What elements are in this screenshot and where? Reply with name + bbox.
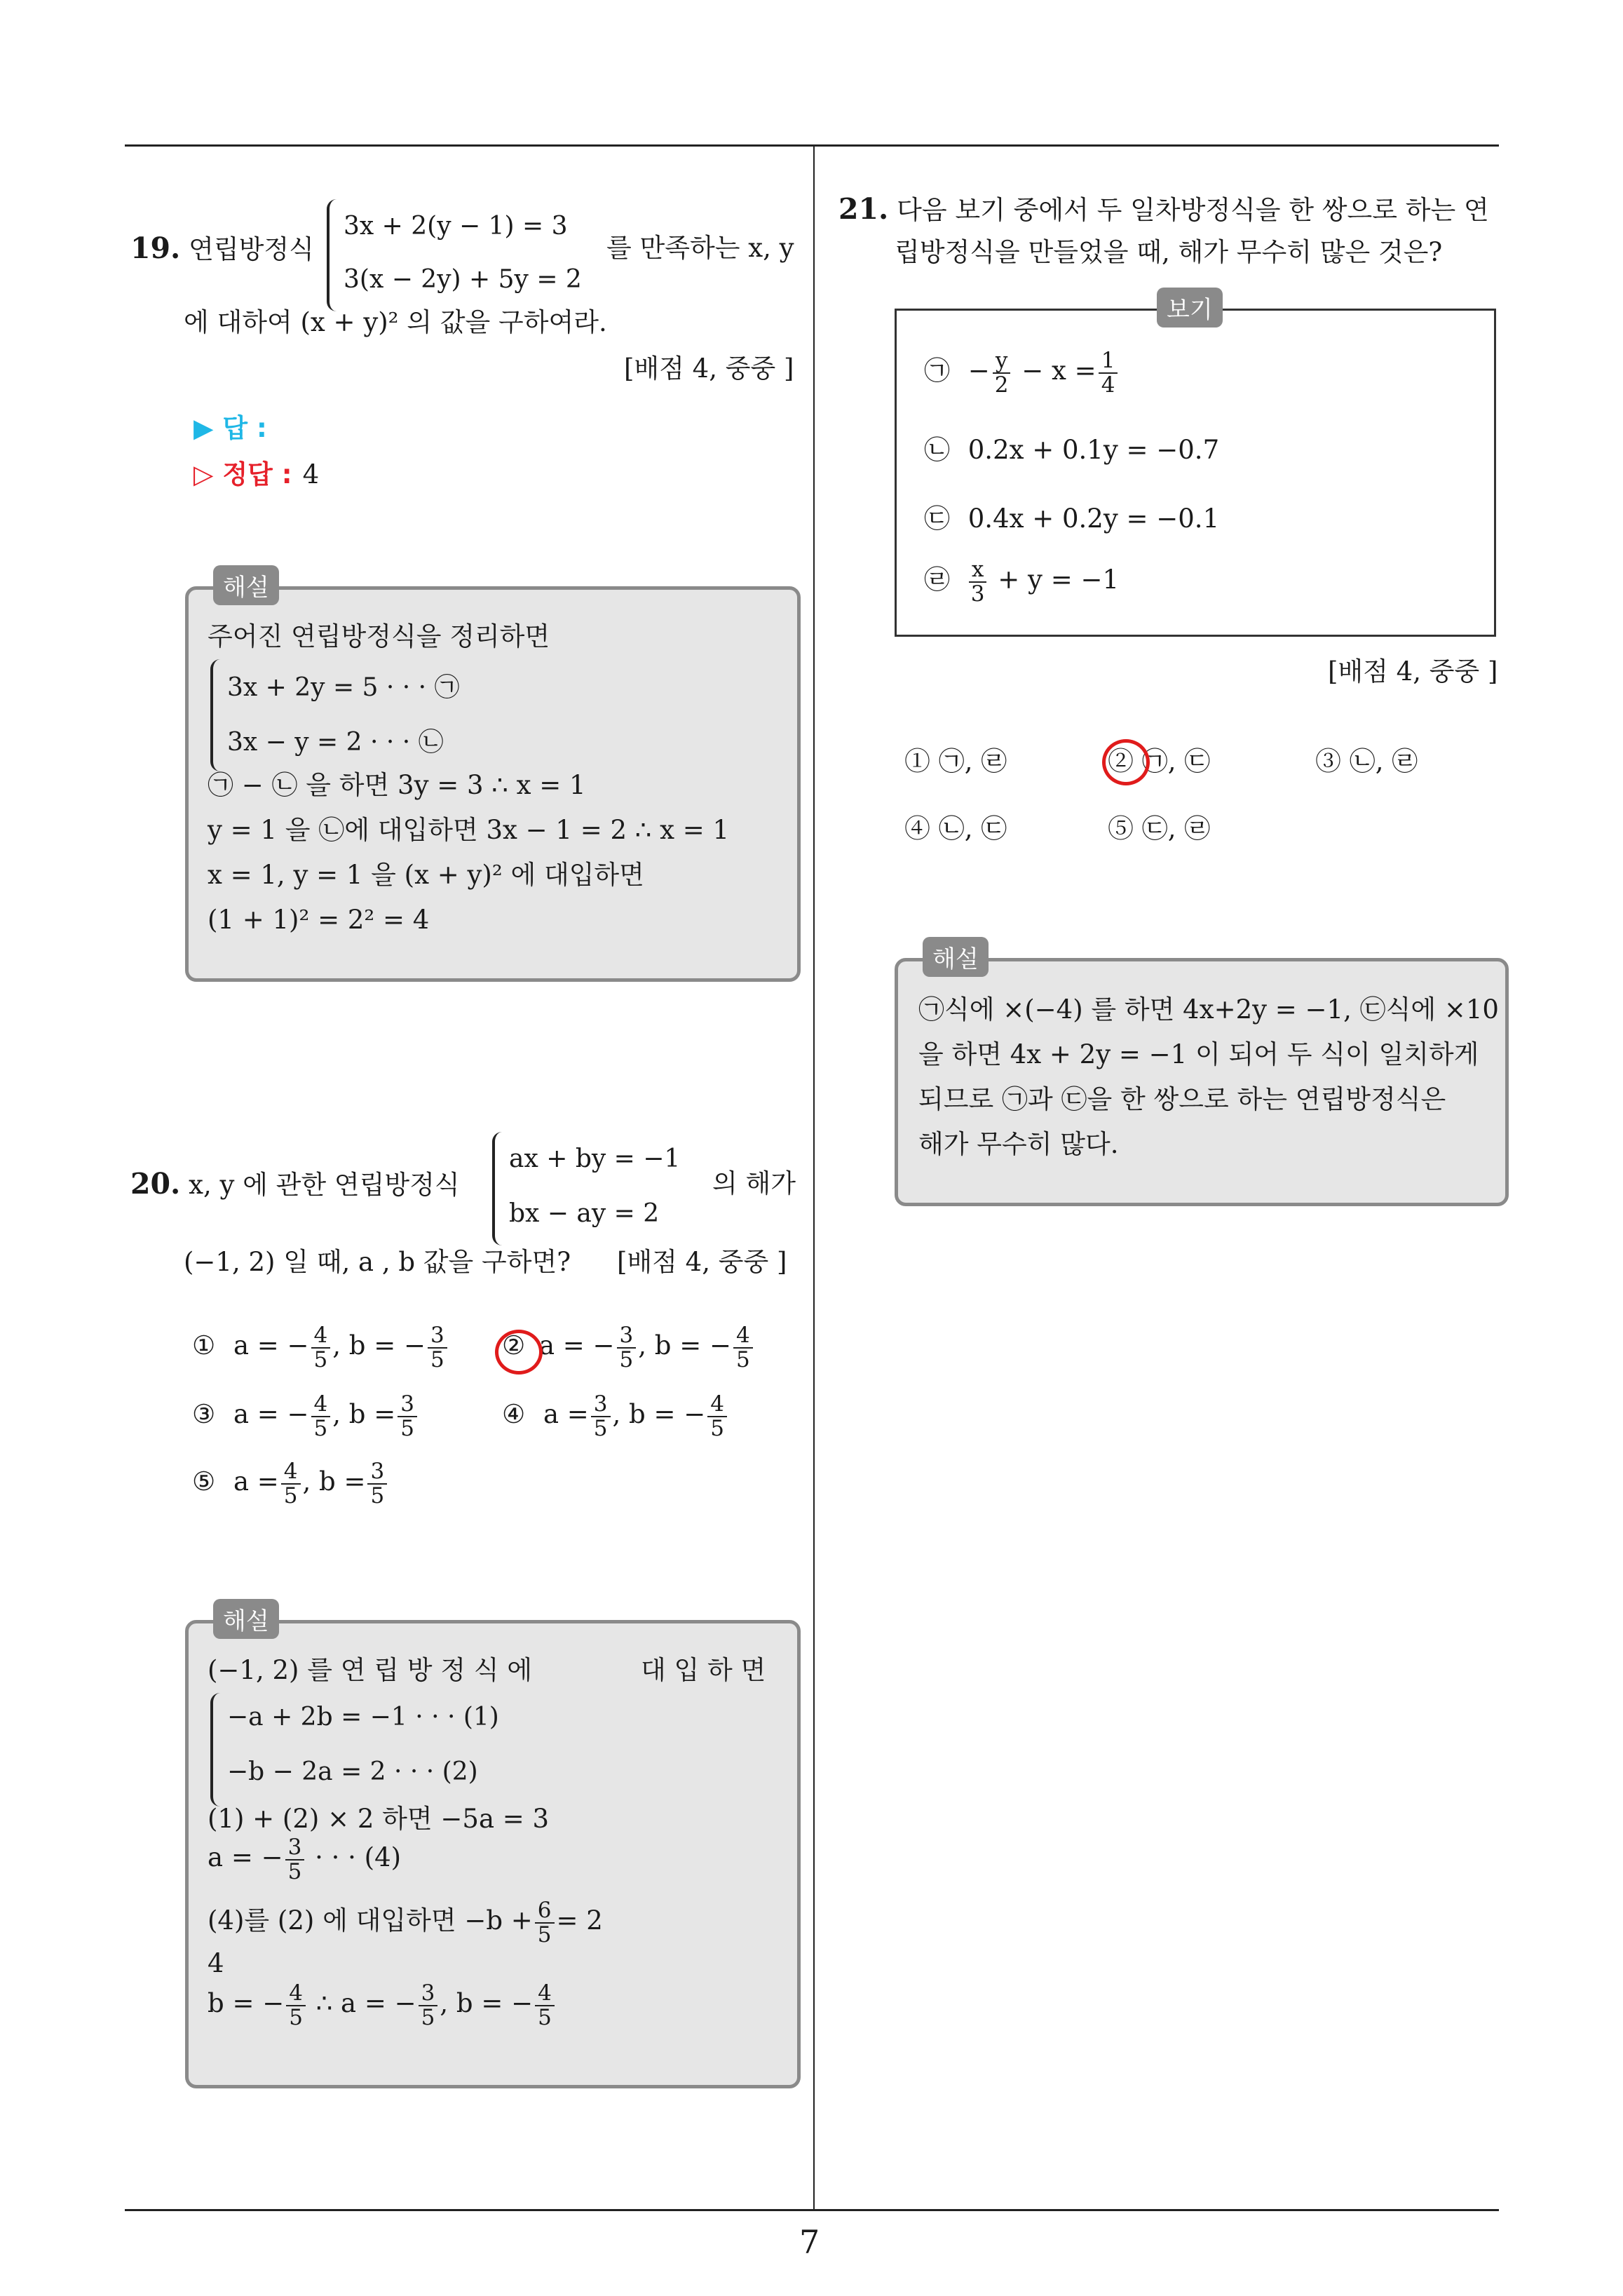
q21-bogi-item-4: ㉣ $\frac{x}{3}$ + y = −1 <box>924 557 1119 607</box>
q20-meta: [배점 4, 중중 ] <box>617 1247 787 1277</box>
q19-exp-l1: 주어진 연립방정식을 정리하면 <box>208 621 550 651</box>
q20-exp-l1a: (−1, 2) 를 연 립 방 정 식 에 <box>208 1655 532 1685</box>
q21-meta: [배점 4, 중중 ] <box>1328 656 1498 687</box>
q21-exp-l4: 해가 무수히 많다. <box>918 1129 1119 1159</box>
q19-exp-l5: (1 + 1)² = 2² = 4 <box>208 905 430 935</box>
q20-choice-3[interactable]: ③ a = − $\frac{4}{5}$ , b = $\frac{3}{5}$ <box>192 1393 419 1440</box>
q21-bogi-item-1: ㉠ − $\frac{y}{2}$ − x = $\frac{1}{4}$ <box>924 349 1120 396</box>
q20-exp-l4: (4)를 (2) 에 대입하면 −b + $\frac{6}{5}$ = 2 <box>208 1898 603 1947</box>
q21-exp-l3: 되므로 ㉠과 ㉢을 한 쌍으로 하는 연립방정식은 <box>918 1084 1446 1114</box>
q20-exp-l5: 4 <box>208 1948 224 1978</box>
q19-meta: [배점 4, 중중 ] <box>624 353 794 384</box>
column-divider <box>813 144 815 2209</box>
q20-exp-l2: (1) + (2) × 2 하면 −5a = 3 <box>208 1804 550 1834</box>
q19-number: 19. <box>130 231 181 265</box>
q19-line2: 에 대하여 (x + y)² 의 값을 구하여라. <box>184 307 607 337</box>
q21-number: 21. <box>838 192 889 226</box>
q21-bogi-tag: 보기 <box>1157 288 1223 327</box>
q19-tail: 를 만족하는 x, y <box>606 233 794 263</box>
q19-exp-l2: ㉠ − ㉡ 을 하면 3y = 3 ∴ x = 1 <box>208 770 586 800</box>
q20-exp-system <box>210 1693 519 1807</box>
q19-exp-l3: y = 1 을 ㉡에 대입하면 3x − 1 = 2 ∴ x = 1 <box>208 815 729 845</box>
q19-correct-label: ▷ 정답 : <box>193 459 292 489</box>
q21-selected-circle <box>1102 739 1150 785</box>
q20-lead: x, y 에 관한 연립방정식 <box>189 1170 460 1200</box>
bottom-rule <box>125 2209 1499 2211</box>
q20-explanation-tag: 해설 <box>213 1599 279 1639</box>
q19-exp-system <box>210 659 519 771</box>
q21-choice-1[interactable]: ① ㉠, ㉣ <box>904 746 1007 776</box>
q21-line1: 다음 보기 중에서 두 일차방정식을 한 쌍으로 하는 연 <box>897 195 1489 225</box>
q20-selected-circle <box>495 1330 543 1375</box>
q20-exp-s1: −a + 2b = −1 · · · (1) <box>227 1703 499 1731</box>
q20-choice-1[interactable]: ① a = − $\frac{4}{5}$ , b = − $\frac{3}{5}$ <box>192 1324 449 1371</box>
q21-choice-3[interactable]: ③ ㉡, ㉣ <box>1315 746 1418 776</box>
q20-choice-2[interactable]: ② a = − $\frac{3}{5}$ , b = − $\frac{4}{5}$ <box>502 1324 755 1371</box>
q20-eq2: bx − ay = 2 <box>509 1199 660 1228</box>
page-number: 7 <box>799 2223 820 2261</box>
q21-bogi-item-2: ㉡ 0.2x + 0.1y = −0.7 <box>924 435 1220 465</box>
q20-tail: 의 해가 <box>712 1168 796 1198</box>
q20-eq1: ax + by = −1 <box>509 1144 681 1173</box>
q21-explanation-tag: 해설 <box>923 937 989 977</box>
q19-eq2: 3(x − 2y) + 5y = 2 <box>344 265 582 294</box>
q20-line2: (−1, 2) 일 때, a , b 값을 구하면? <box>184 1247 571 1277</box>
q21-choice-2[interactable]: ② ㉠, ㉢ <box>1108 746 1211 776</box>
q19-correct-value: 4 <box>302 459 320 489</box>
q20-exp-l3: a = − $\frac{3}{5}$ · · · (4) <box>208 1835 402 1884</box>
q20-system <box>492 1132 702 1245</box>
q19-lead: 연립방정식 <box>189 234 314 264</box>
q20-exp-l6: b = − $\frac{4}{5}$ ∴ a = − $\frac{3}{5}$ , b = − $\frac{4}{5}$ <box>208 1982 557 2029</box>
q19-explanation-tag: 해설 <box>213 565 279 605</box>
q19-exp-l4: x = 1, y = 1 을 (x + y)² 에 대입하면 <box>208 860 644 890</box>
q20-choice-5[interactable]: ⑤ a = $\frac{4}{5}$ , b = $\frac{3}{5}$ <box>192 1460 389 1507</box>
q20-exp-l1b: 대 입 하 면 <box>641 1655 766 1685</box>
q21-exp-l2: 을 하면 4x + 2y = −1 이 되어 두 식이 일치하게 <box>918 1039 1479 1069</box>
q19-eq1: 3x + 2(y − 1) = 3 <box>344 212 568 241</box>
q21-bogi-item-3: ㉢ 0.4x + 0.2y = −0.1 <box>924 504 1220 534</box>
q20-number: 20. <box>130 1167 181 1201</box>
q19-exp-s2: 3x − y = 2 · · · ㉡ <box>227 728 444 757</box>
q19-exp-s1: 3x + 2y = 5 · · · ㉠ <box>227 673 460 702</box>
q21-choice-4[interactable]: ④ ㉡, ㉢ <box>904 813 1007 844</box>
q20-choice-4[interactable]: ④ a = $\frac{3}{5}$ , b = − $\frac{4}{5}$ <box>502 1393 729 1440</box>
q19-system <box>327 199 582 311</box>
top-rule <box>125 144 1499 147</box>
q21-line2: 립방정식을 만들었을 때, 해가 무수히 많은 것은? <box>895 237 1443 267</box>
q21-choice-5[interactable]: ⑤ ㉢, ㉣ <box>1108 813 1211 844</box>
q19-answer-label: ▶ 답 : <box>193 413 267 443</box>
q21-exp-l1: ㉠식에 ×(−4) 를 하면 4x+2y = −1, ㉢식에 ×10 <box>918 994 1499 1025</box>
q20-exp-s2: −b − 2a = 2 · · · (2) <box>227 1757 478 1786</box>
